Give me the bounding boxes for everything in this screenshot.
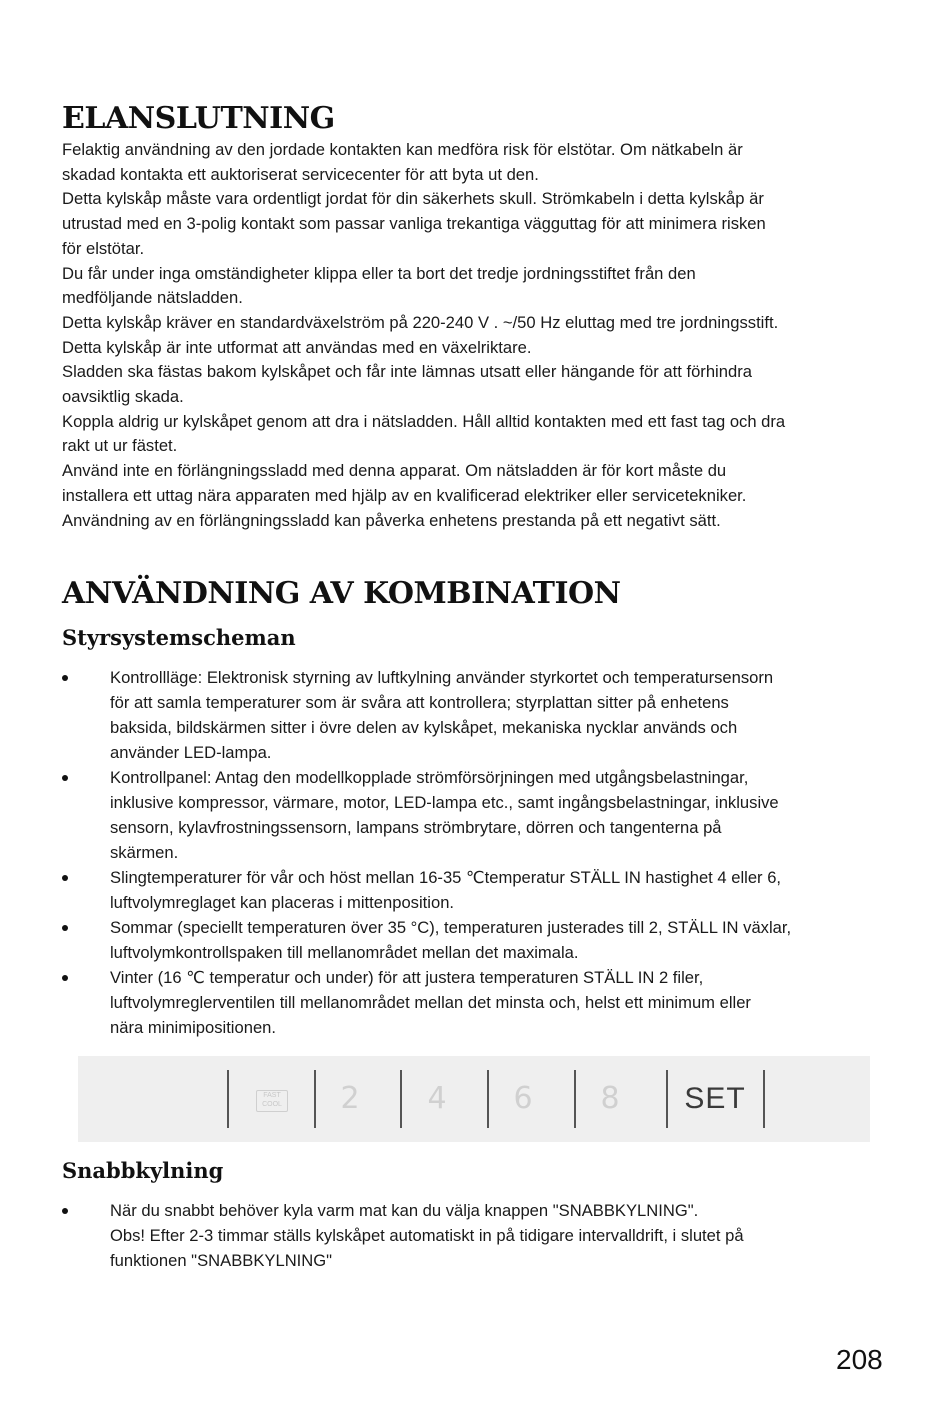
- key-4: 4: [427, 1081, 447, 1117]
- text-line: Detta kylskåp är inte utformat att användas med en växelriktare.: [62, 337, 532, 357]
- list-item: Vinter (16 ℃ temperatur och under) för att justera temperaturen STÄLL IN 2 filer, luftvolymreglerventilen till mellanområdet mellan det minsta och, helst ett minimum eller nära minimipositionen.: [62, 965, 882, 1040]
- list-item: Kontrollläge: Elektronisk styrning av luftkylning använder styrkortet och temperatursensorn för att samla temperaturer som är svåra att kontrollera; styrplattan sitter på enhetens baksida, bildskärmen sitter i övre delen av kylskåpet, mekaniska nycklar används och använder LED-lampa.: [62, 665, 882, 765]
- set-key: SET: [684, 1082, 746, 1116]
- text-line: utrustad med en 3-polig kontakt som passar vanliga trekantiga vägguttag för att minimera risken: [62, 214, 766, 234]
- text-line: Använd inte en förlängningssladd med denna apparat. Om nätsladden är för kort måste du: [62, 461, 727, 481]
- document-page: [62, 100, 882, 1273]
- text-line: Sladden ska fästas bakom kylskåpet och får inte lämnas utsatt eller hängande för att förhindra: [62, 362, 752, 382]
- text-line: skadad kontakta ett auktoriserat servicecenter för att byta ut den.: [62, 164, 539, 184]
- bullet-icon: [62, 875, 68, 881]
- text-line: Detta kylskåp kräver en standardväxelström på 220-240 V . ~/50 Hz eluttag med tre jordningsstift.: [62, 312, 779, 332]
- panel-divider: [227, 1070, 229, 1128]
- text-line: rakt ut ur fästet.: [62, 436, 178, 456]
- subheading-styrsystemscheman: Styrsystemscheman: [62, 625, 296, 651]
- list-item: Kontrollpanel: Antag den modellkopplade strömförsörjningen med utgångsbelastningar, inklusive kompressor, värmare, motor, LED-lampa etc., samt ingångsbelastningar, inklusive sensorn, kylavfrostningssensorn, lampans strömbrytare, dörren och tangenterna på skärmen.: [62, 765, 882, 865]
- key-2: 2: [340, 1081, 360, 1117]
- bullet-icon: [62, 675, 68, 681]
- section-heading-anvandning: ANVÄNDNING AV KOMBINATION: [62, 576, 621, 612]
- text-line: för elstötar.: [62, 238, 145, 258]
- subheading-snabbkylning: Snabbkylning: [62, 1158, 224, 1184]
- text-line: Koppla aldrig ur kylskåpet genom att dra i nätsladden. Håll alltid kontakten med ett fast tag och dra: [62, 411, 786, 431]
- page-number: 208: [836, 1344, 883, 1375]
- elanslutning-text: [62, 138, 882, 533]
- bullet-icon: [62, 925, 68, 931]
- text-line: Användning av en förlängningssladd kan påverka enhetens prestanda på ett negativt sätt.: [62, 510, 721, 530]
- bullet-icon: [62, 1208, 68, 1214]
- panel-divider: [666, 1070, 668, 1128]
- section-heading-elanslutning: ELANSLUTNING: [62, 101, 335, 136]
- control-bullet-list: [62, 665, 882, 1040]
- fast-cool-bullet-list: [62, 1198, 882, 1273]
- key-6: 6: [513, 1081, 533, 1117]
- list-item: När du snabbt behöver kyla varm mat kan du välja knappen "SNABBKYLNING". Obs! Efter 2-3 timmar ställs kylskåpet automatiskt in på tidigare intervalldrift, i slutet på funktionen "SNABBKYLNING": [62, 1198, 882, 1273]
- text-line: oavsiktlig skada.: [62, 387, 184, 407]
- text-line: installera ett uttag nära apparaten med hjälp av en kvalificerad elektriker eller servicetekniker.: [62, 485, 747, 505]
- fast-cool-key: FAST COOL: [256, 1090, 288, 1112]
- text-line: Felaktig användning av den jordade kontakten kan medföra risk för elstötar. Om nätkabeln är: [62, 140, 743, 159]
- panel-divider: [763, 1070, 765, 1128]
- list-item: Slingtemperaturer för vår och höst mellan 16-35 ℃temperatur STÄLL IN hastighet 4 eller 6, luftvolymreglaget kan placeras i mittenposition.: [62, 865, 882, 915]
- list-item: Sommar (speciellt temperaturen över 35 °C), temperaturen justerades till 2, STÄLL IN växlar, luftvolymkontrollspaken till mellanområdet mellan det maximala.: [62, 915, 882, 965]
- text-line: Du får under inga omständigheter klippa eller ta bort det tredje jordningsstiftet från den: [62, 263, 696, 283]
- bullet-icon: [62, 775, 68, 781]
- text-line: medföljande nätsladden.: [62, 288, 243, 308]
- text-line: Detta kylskåp måste vara ordentligt jordat för din säkerhets skull. Strömkabeln i detta kylskåp är: [62, 189, 764, 209]
- control-panel-image: [78, 1056, 870, 1142]
- key-8: 8: [600, 1081, 620, 1117]
- bullet-icon: [62, 975, 68, 981]
